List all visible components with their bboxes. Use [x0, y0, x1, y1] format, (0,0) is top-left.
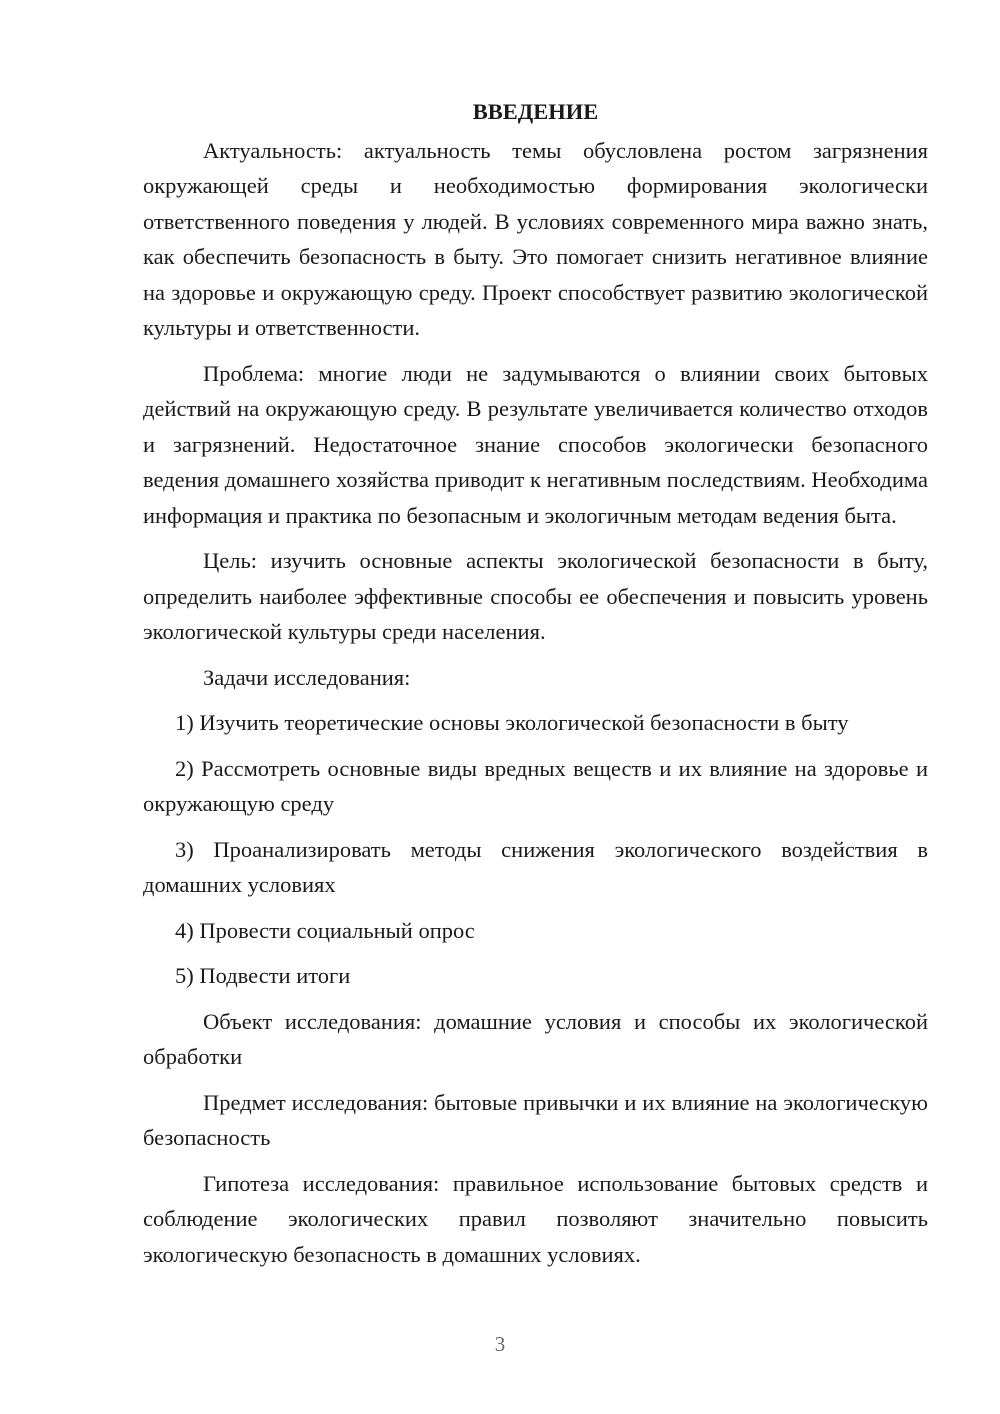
- task-item-4: 4) Провести социальный опрос: [175, 917, 475, 943]
- hypothesis-paragraph: Гипотеза исследования: правильное использование бытовых средств и соблюдение экологических правил позволяют значительно повысить экологическую безопасность в домашних условиях.: [143, 1170, 928, 1267]
- tasks-heading: Задачи исследования:: [203, 664, 411, 690]
- goal-paragraph: Цель: изучить основные аспекты экологической безопасности в быту, определить наиболее эффективные способы ее обеспечения и повысить уровень экологической культуры среди населения.: [143, 548, 928, 644]
- page-title: ВВЕДЕНИЕ: [472, 99, 599, 124]
- task-item-5: 5) Подвести итоги: [175, 963, 351, 988]
- relevance-paragraph: Актуальность: актуальность темы обусловлена ростом загрязнения окружающей среды и необходимостью формирования экологически ответственного поведения у людей. В условиях современного мира важно знать, как обеспечить безопасность в быту. Это помогает снизить негативное влияние на здоровье и окружающую среду. Проект способствует развитию экологической культуры и ответственности.: [143, 137, 928, 340]
- task-item-3: 3) Проанализировать методы снижения экологического воздействия в домашних условиях: [143, 836, 928, 897]
- task-item-2: 2) Рассмотреть основные виды вредных веществ и их влияние на здоровье и окружающую среду: [143, 755, 928, 816]
- object-paragraph: Объект исследования: домашние условия и способы их экологической обработки: [143, 1008, 928, 1069]
- subject-paragraph: Предмет исследования: бытовые привычки и их влияние на экологическую безопасность: [143, 1089, 928, 1150]
- page-number: 3: [494, 1332, 506, 1356]
- document-page: [143, 94, 928, 1282]
- task-item-1: 1) Изучить теоретические основы экологической безопасности в быту: [175, 710, 849, 735]
- problem-paragraph: Проблема: многие люди не задумываются о влиянии своих бытовых действий на окружающую среду. В результате увеличивается количество отходов и загрязнений. Недостаточное знание способов экологически безопасного ведения домашнего хозяйства приводит к негативным последствиям. Необходима информация и практика по безопасным и экологичным методам ведения быта.: [143, 360, 928, 528]
